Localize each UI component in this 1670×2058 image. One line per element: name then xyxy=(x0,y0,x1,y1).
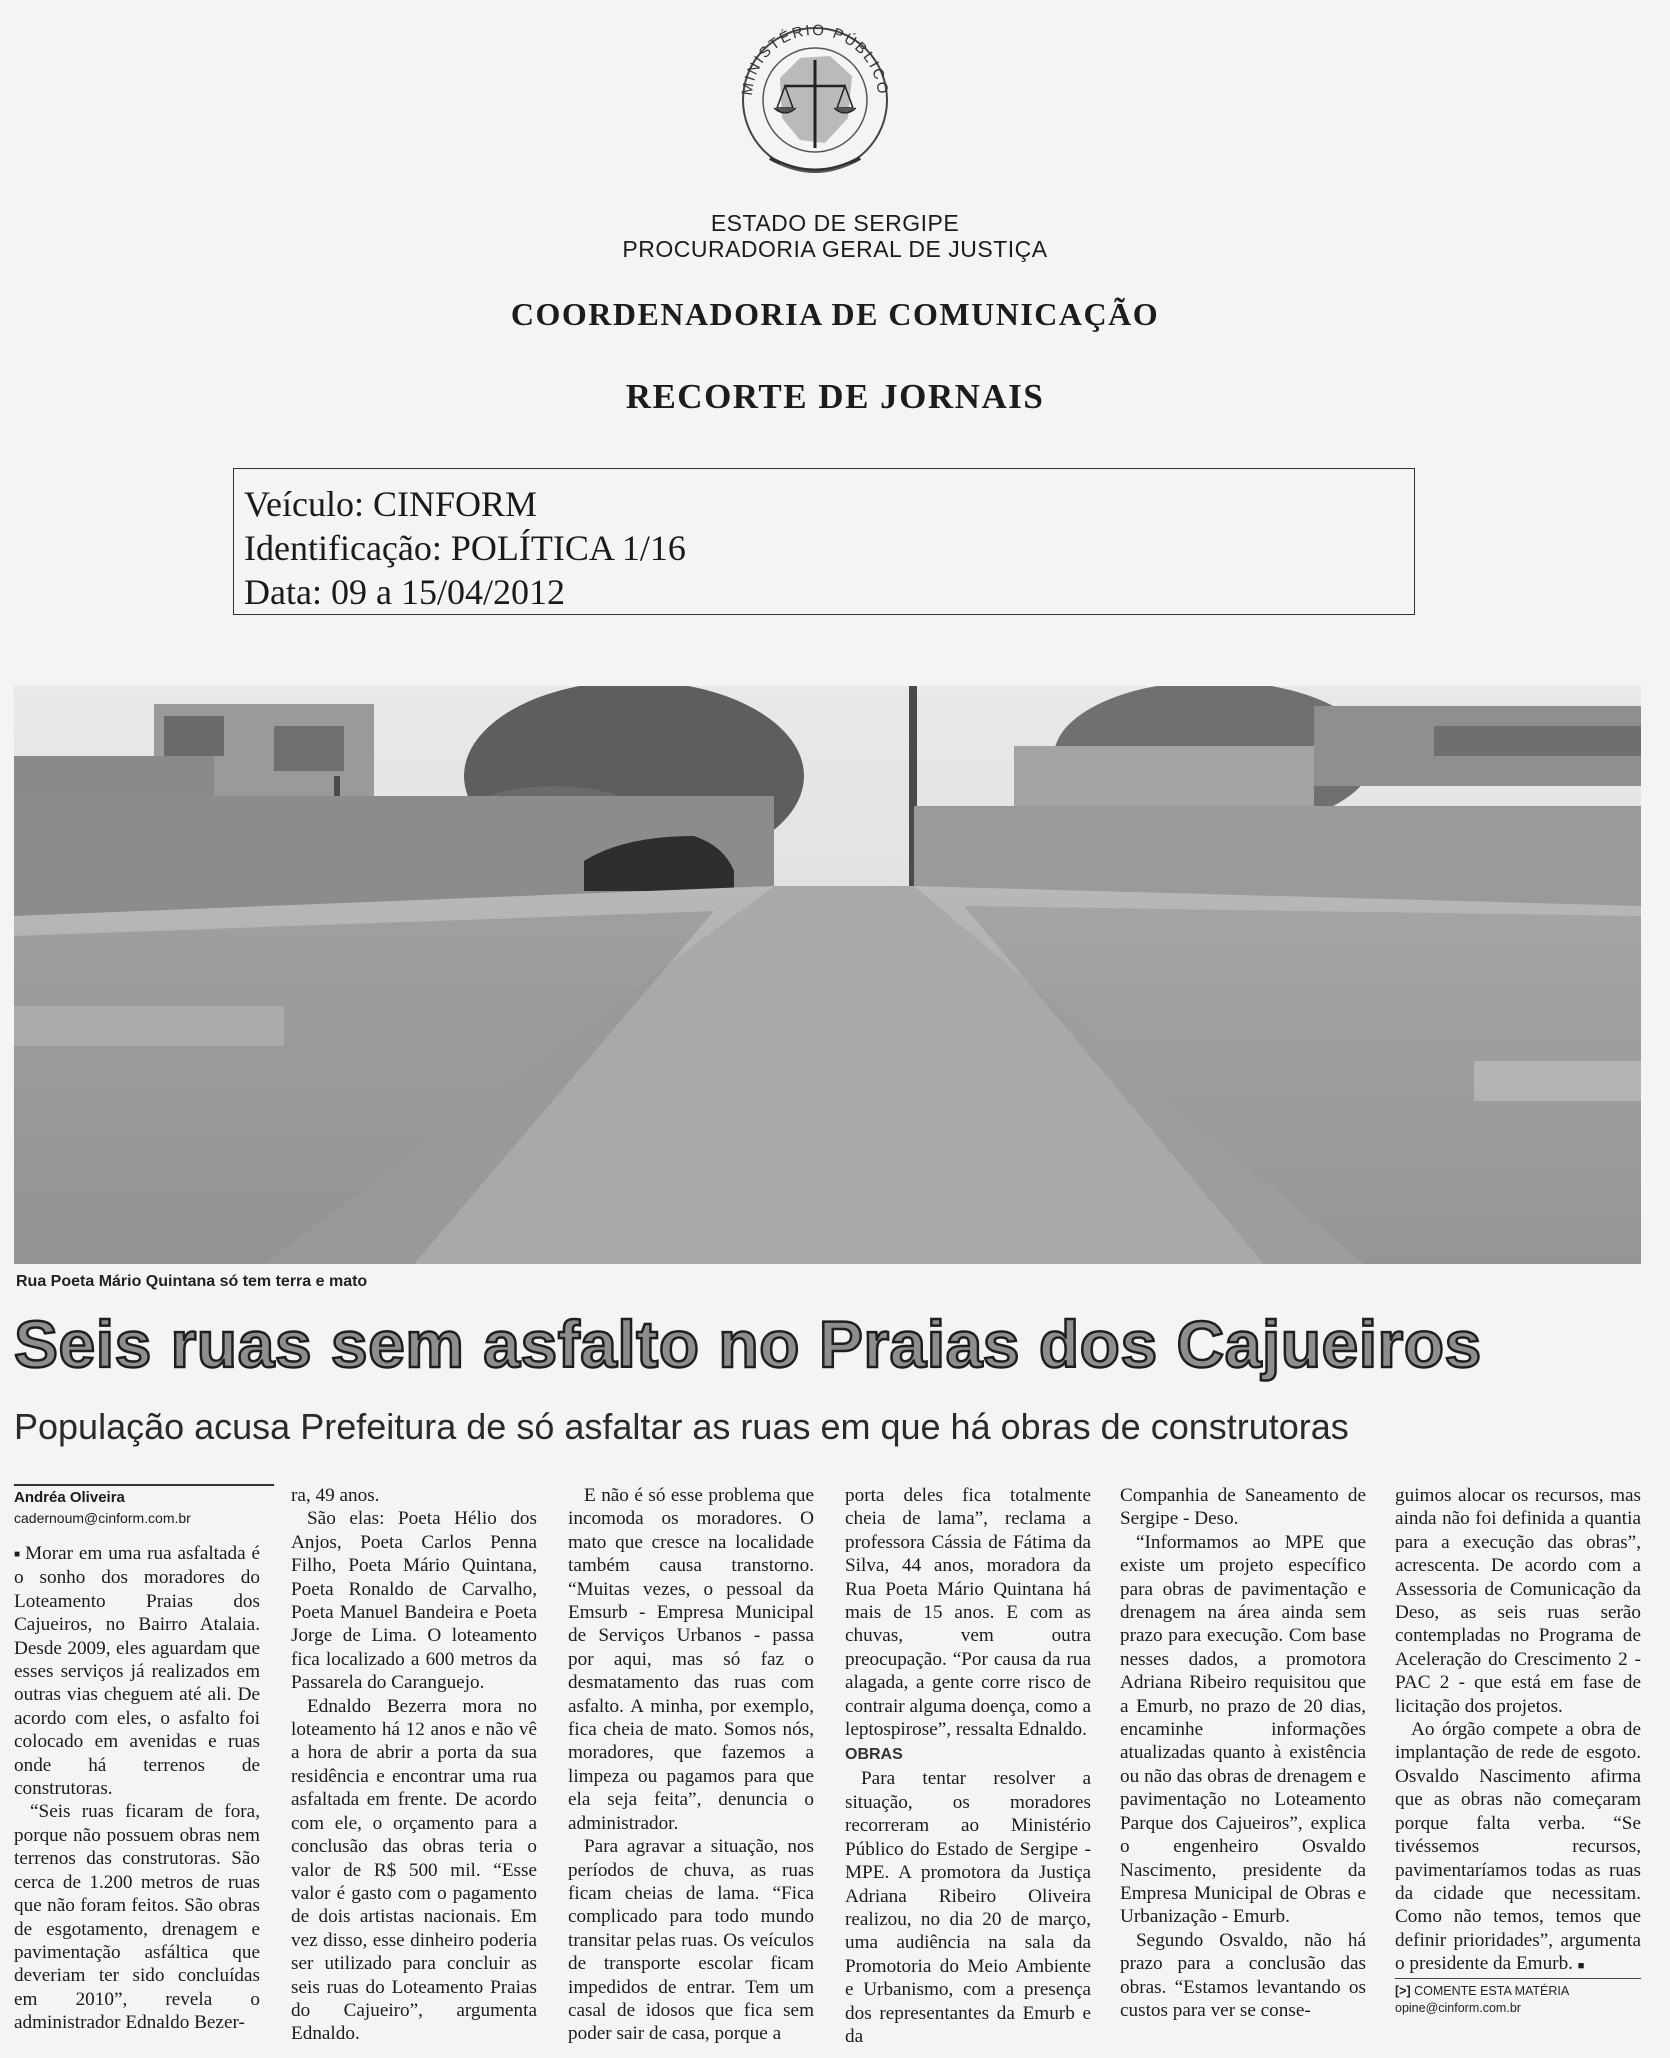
date-line: Data: 09 a 15/04/2012 xyxy=(244,572,565,612)
article-paragraph: Para agravar a situação, nos períodos de chuva, as ruas ficam cheias de lama. “Fica complicado para todo mundo transitar pelas ruas. Os veículos de transporte escolar ficam impedidos de entrar. Tem um casal de idosos que fica sem poder sair de casa, porque a xyxy=(568,1836,814,2045)
article-column-6 xyxy=(1395,1484,1641,1974)
article-column-1 xyxy=(14,1484,260,2054)
end-of-article-icon: ■ xyxy=(1577,1960,1585,1973)
article-column-4 xyxy=(845,1484,1091,2054)
comment-label: COMENTE ESTA MATÉRIA xyxy=(1414,1984,1570,1998)
article-paragraph: São elas: Poeta Hélio dos Anjos, Poeta Carlos Penna Filho, Poeta Mário Quintana, Poeta Ronaldo de Carvalho, Poeta Manuel Bandeira e Poeta Jorge de Lima. O loteamento fica localizado a 600 metros da Passarela do Caranguejo. xyxy=(291,1508,537,1694)
article-headline: Seis ruas sem asfalto no Praias dos Cajueiros xyxy=(14,1307,1482,1381)
state-heading: ESTADO DE SERGIPE xyxy=(710,210,960,236)
identification-line: Identificação: POLÍTICA 1/16 xyxy=(244,528,686,568)
vehicle-line: Veículo: CINFORM xyxy=(244,484,538,524)
clipping-info-box xyxy=(233,468,1415,615)
photo-caption: Rua Poeta Mário Quintana só tem terra e mato xyxy=(16,1273,368,1290)
article-paragraph: ra, 49 anos. xyxy=(291,1485,380,1506)
comment-arrow-icon: [>] xyxy=(1395,1984,1411,1998)
comment-box xyxy=(1395,1978,1641,2017)
article-paragraph: Segundo Osvaldo, não há prazo para a conclusão das obras. “Estamos levantando os custos para ver se conse- xyxy=(1120,1929,1366,2021)
article-paragraph: ■ Morar em uma rua asfaltada é o sonho dos moradores do Loteamento Praias dos Cajueiros, no Bairro Atalaia. Desde 2009, eles aguardam que esses serviços já realizados em outras vias cheguem até ali. De acordo com eles, o asfalto foi colocado em avenidas e ruas onde há terrenos de construtoras. xyxy=(14,1543,260,1800)
article-paragraph: porta deles fica totalmente cheia de lama”, reclama a professora Cássia de Fátima da Silva, 44 anos, moradora da Rua Poeta Mário Quintana há mais de 15 anos. E com as chuvas, vem outra preocupação. “Por causa da rua alagada, a gente corre risco de contrair alguma doença, como a leptospirose”, ressalta Ednaldo. xyxy=(845,1485,1091,1741)
article-subheadline: População acusa Prefeitura de só asfaltar as ruas em que há obras de construtoras xyxy=(14,1406,1349,1447)
article-paragraph: Ednaldo Bezerra mora no loteamento há 12 anos e não vê a hora de abrir a porta da sua residência e encontrar uma rua asfaltada em frente. De acordo com ele, o orçamento para a conclusão das obras teria o valor de R$ 500 mil. “Esse valor é gasto com o pagamento de dois artistas nacionais. Em vez disso, esse dinheiro poderia ser utilizado para concluir as seis ruas do Loteamento Praias do Cajueiro”, argumenta Ednaldo. xyxy=(291,1695,537,2045)
article-column-5 xyxy=(1120,1484,1366,2054)
article-paragraph: “Informamos ao MPE que existe um projeto específico para obras de pavimentação e drenagem na área ainda sem prazo para execução. Com base nesses dados, a promotora Adriana Ribeiro requisitou que a Emurb, no prazo de 20 dias, encaminhe informações atualizadas quanto à existência ou não das obras de drenagem e pavimentação no Loteamento Parque dos Cajueiros”, explica o engenheiro Osvaldo Nascimento, presidente da Empresa Municipal de Obras e Urbanização - Emurb. xyxy=(1120,1531,1366,1928)
article-column-2 xyxy=(291,1484,537,2054)
article-paragraph: Ao órgão compete a obra de implantação de rede de esgoto. Osvaldo Nascimento afirma que as obras não começaram porque falta verba. “Se tivéssemos recursos, pavimentaríamos todas as ruas da cidade que necessitam. Como não temos, temos que definir prioridades”, argumenta o presidente da Emurb. ■ xyxy=(1395,1719,1641,1974)
article-paragraph: Para tentar resolver a situação, os moradores recorreram ao Ministério Público do Estado de Sergipe - MPE. A promotora da Justiça Adriana Ribeiro Oliveira realizou, no dia 20 de março, uma audiência na sala da Promotoria do Meio Ambiente e Urbanismo, com a presença dos representantes da Emurb e da xyxy=(845,1768,1091,2047)
coordination-heading: COORDENADORIA DE COMUNICAÇÃO xyxy=(510,296,1160,332)
scales-of-justice-seal-icon xyxy=(730,8,900,188)
street-photo xyxy=(14,686,1641,1264)
article-paragraph: guimos alocar os recursos, mas ainda não foi definida a quantia para a execução das obras”, acrescenta. De acordo com a Assessoria de Comunicação da Deso, as seis ruas serão contempladas no Programa de Aceleração do Crescimento 2 - PAC 2 - que está em fase de licitação dos projetos. xyxy=(1395,1485,1641,1717)
author-email: cadernoum@cinform.com.br xyxy=(14,1510,191,1526)
article-paragraph: Companhia de Saneamento de Sergipe - Deso. xyxy=(1120,1485,1366,1530)
article-paragraph: “Seis ruas ficaram de fora, porque não possuem obras nem terrenos das construtoras. São cerca de 1.200 metros de ruas que não foram feitos. São obras de esgotamento, drenagem e pavimentação asfáltica que deveriam ter sido concluídas em 2010”, revela o administrador Ednaldo Bezer- xyxy=(14,1801,260,2034)
bullet-icon: ■ xyxy=(14,1549,22,1560)
comment-line[interactable] xyxy=(1395,1983,1641,2000)
article-paragraph: E não é só esse problema que incomoda os moradores. O mato que cresce na localidade também causa transtorno. “Muitas vezes, o pessoal da Emsurb - Empresa Municipal de Serviços Urbanos - passa por aqui, mas só faz o desmatamento das ruas com asfalto. A minha, por exemplo, fica cheia de mato. Somos nós, moradores, que fazemos a limpeza ou pagamos para que ela seja feita”, denuncia o administrador. xyxy=(568,1485,814,1834)
comment-email-link[interactable]: opine@cinform.com.br xyxy=(1395,2001,1521,2015)
author-name: Andréa Oliveira xyxy=(14,1489,125,1506)
section-title-obras: OBRAS xyxy=(845,1746,903,1764)
seal-ring-text: MINISTÉRIO PÚBLICO xyxy=(738,21,892,97)
article-column-3 xyxy=(568,1484,814,2054)
ministerio-publico-seal xyxy=(730,8,900,188)
clipping-heading: RECORTE DE JORNAIS xyxy=(625,377,1045,416)
office-heading: PROCURADORIA GERAL DE JUSTIÇA xyxy=(622,236,1048,262)
